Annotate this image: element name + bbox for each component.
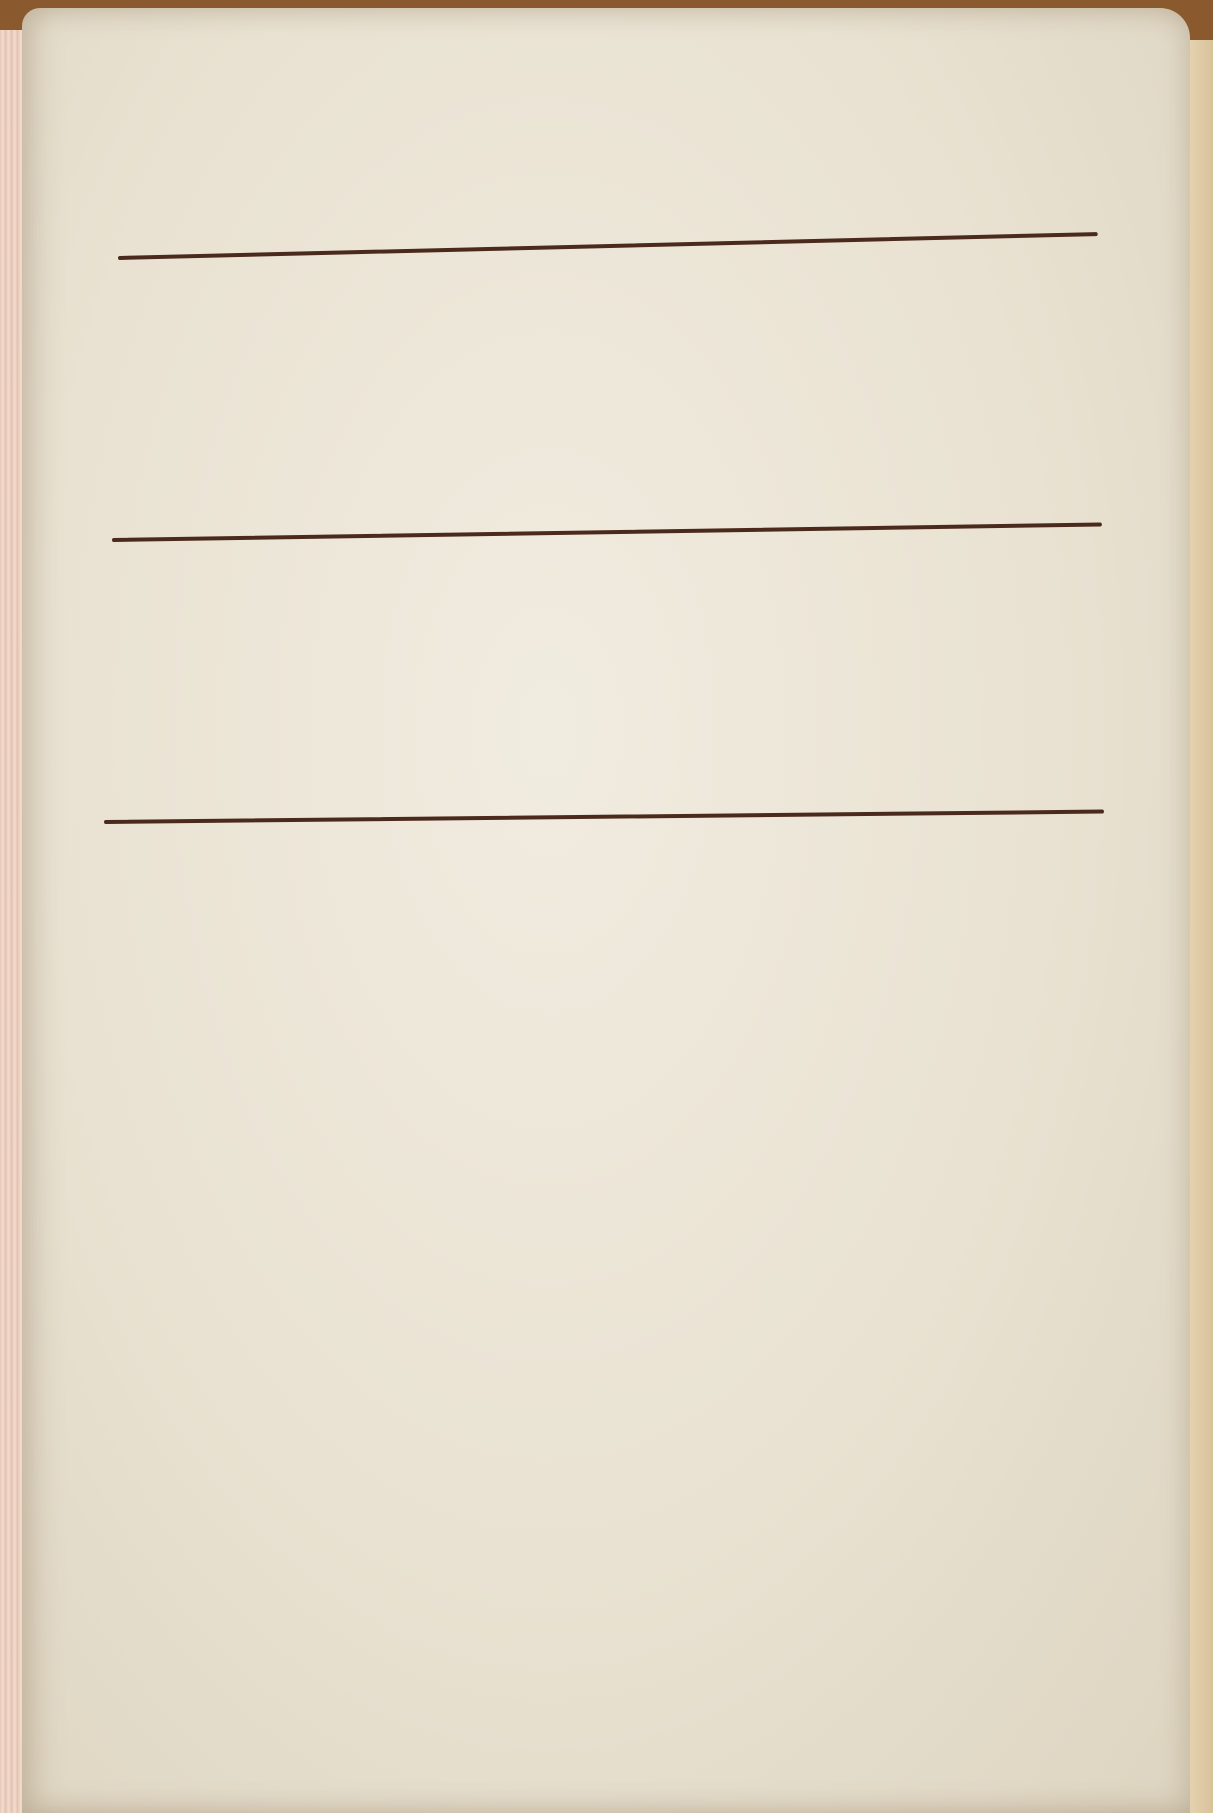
section-music	[140, 88, 186, 90]
text-line	[114, 595, 160, 596]
section-machines	[114, 595, 160, 596]
text-line	[130, 319, 176, 320]
section-scenes	[130, 319, 176, 320]
text-line	[102, 875, 148, 876]
text-line	[102, 875, 148, 876]
text-line	[102, 875, 148, 876]
book-page	[22, 8, 1190, 1813]
text-line	[114, 595, 160, 596]
text-line	[130, 319, 176, 320]
text-line	[130, 319, 176, 320]
text-line	[140, 88, 186, 90]
divider-rule	[112, 522, 1102, 542]
section-costumes	[102, 875, 148, 876]
text-line	[140, 88, 186, 90]
divider-rule	[104, 810, 1104, 824]
text-line	[114, 595, 160, 596]
divider-rule	[118, 232, 1098, 260]
